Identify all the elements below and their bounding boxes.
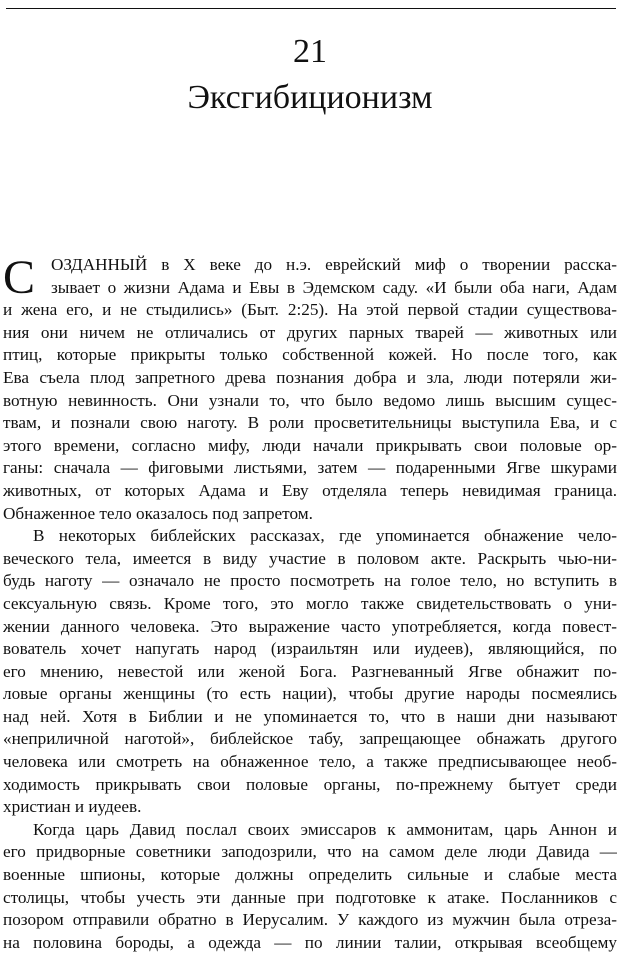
text-line: Когда царь Давид послал своих эмиссаров к аммонитам, царь Аннон и [33,819,617,839]
text-line: и жена его, и не стыдились» (Быт. 2:25). На этой первой стадии существова- [3,300,617,320]
text-line: ловые органы женщины (то есть нации), чтобы другие народы посмеялись [3,684,617,704]
text-line: жении данного человека. Это выражение часто употребляется, когда повест- [3,616,617,636]
chapter-title: Эксгибиционизм [187,79,433,116]
text-line: сексуальную связь. Кроме того, это могло также свидетельствовать о уни- [3,593,617,613]
text-line: столицы, чтобы учесть эти данные при подготовке к атаке. Посланников с [3,887,617,907]
text-line: ганы: сначала — фиговыми листьями, затем — подаренными Ягве шкурами [3,458,617,478]
text-line: будь наготу — означало не просто посмотреть на голое тело, но вступить в [3,571,617,591]
text-line: позором отправили обратно в Иерусалим. У каждого из мужчин была отреза- [3,910,617,930]
text-line: животных, от которых Адама и Еву отделяла теперь невидимая граница. [3,480,617,500]
text-line: веческого тела, имеется в виду участие в половом акте. Раскрыть чью-ни- [3,548,617,568]
text-line: христиан и иудеев. [3,797,142,817]
chapter-number: 21 [293,33,327,70]
text-line: ния они ничем не отличались от других парных тварей — животных или [3,322,617,342]
drop-cap-letter: С [3,251,36,304]
text-line: на половина бороды, а одежда — по линии талии, открывая всеобщему [3,932,617,952]
text-line: его мнению, невестой или женой Бога. Разгневанный Ягве обнажит по- [3,661,617,681]
text-line: военные шпионы, которые должны определить сильные и слабые места [3,865,617,885]
top-rule [6,8,616,9]
text-line: «неприличной наготой», библейское табу, запрещающее обнажать другого [3,729,617,749]
text-line: зывает о жизни Адама и Евы в Эдемском саду. «И были оба наги, Адам [51,277,617,297]
text-line: Обнаженное тело оказалось под запретом. [3,503,313,523]
text-line: Ева съела плод запретного древа познания добра и зла, люди потеряли жи- [3,367,617,387]
text-line: над ней. Хотя в Библии и не упоминается то, что в наши дни называют [3,706,617,726]
text-line: вователь хочет напугать народ (израильтян или иудеев), являющийся, по [3,639,617,659]
text-line: твам, и познали свою наготу. В роли просветительницы выступила Ева, и с [3,413,617,433]
text-line: В некоторых библейских рассказах, где упоминается обнажение чело- [33,526,617,546]
text-line: этого времени, согласно мифу, люди начали прикрывать свои половые ор- [3,435,617,455]
body-text [3,251,617,954]
text-line: его придворные советники заподозрили, что на самом деле люди Давида — [3,842,617,862]
text-line: ходимость прикрывать свои половые органы, по-прежнему бытует среди [3,774,617,794]
text-line: птиц, которые прикрыты только собственной кожей. Но после того, как [3,345,617,365]
text-line: ОЗДАННЫЙ в X веке до н.э. еврейский миф о творении расска- [51,255,617,274]
text-line: вотную невинность. Они узнали то, что было ведомо лишь высшим сущес- [3,390,617,410]
text-line: человека или смотреть на обнаженное тело, а также предписывающее необ- [3,752,617,772]
